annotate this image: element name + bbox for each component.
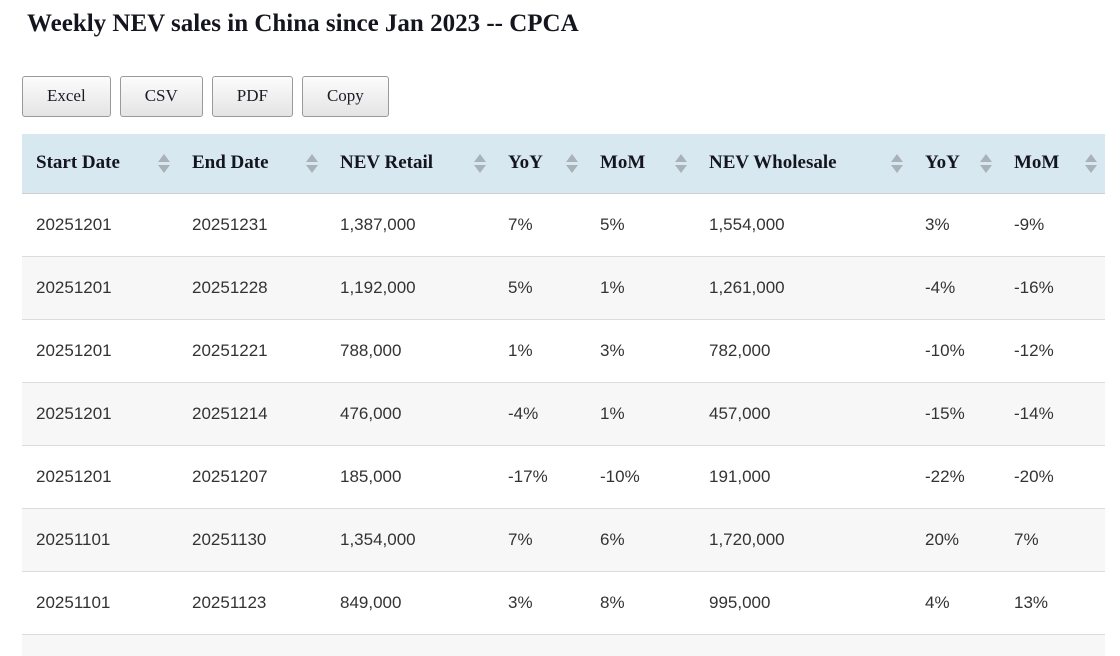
table-cell-empty — [178, 635, 326, 656]
column-label: YoY — [925, 152, 960, 174]
column-label: NEV Wholesale — [709, 152, 837, 174]
table-cell: 1% — [586, 383, 695, 446]
table-cell: 20251228 — [178, 257, 326, 320]
table-cell: 20251201 — [22, 257, 178, 320]
table-cell-empty — [911, 635, 1000, 656]
sort-icon — [474, 154, 486, 173]
table-cell: 995,000 — [695, 572, 911, 635]
table-cell: 4% — [911, 572, 1000, 635]
table-cell: 5% — [494, 257, 586, 320]
table-cell: 849,000 — [326, 572, 494, 635]
sort-icon — [980, 154, 992, 173]
sort-icon — [891, 154, 903, 173]
table-row — [22, 446, 1105, 509]
table-cell: 20251231 — [178, 194, 326, 257]
export-toolbar — [22, 76, 1120, 117]
table-cell: 20251221 — [178, 320, 326, 383]
sort-icon — [306, 154, 318, 173]
table-cell: 1% — [586, 257, 695, 320]
table-cell: 476,000 — [326, 383, 494, 446]
table-cell: 1,387,000 — [326, 194, 494, 257]
table-cell: 13% — [1000, 572, 1105, 635]
table-cell: 5% — [586, 194, 695, 257]
column-header-start-date-0[interactable] — [22, 134, 178, 194]
table-cell: 20251101 — [22, 572, 178, 635]
table-cell: 191,000 — [695, 446, 911, 509]
table-body — [22, 194, 1105, 656]
table-cell: 20251201 — [22, 320, 178, 383]
sort-icon — [158, 154, 170, 173]
pdf-button[interactable]: PDF — [212, 76, 293, 117]
sort-icon — [675, 154, 687, 173]
table-row — [22, 257, 1105, 320]
column-header-mom-4[interactable] — [586, 134, 695, 194]
partial-table-row — [22, 635, 1105, 656]
table-cell-empty — [326, 635, 494, 656]
sort-icon — [1085, 154, 1097, 173]
column-label: NEV Retail — [340, 152, 434, 174]
table-cell: -12% — [1000, 320, 1105, 383]
table-header — [22, 134, 1105, 194]
table-cell: 20251214 — [178, 383, 326, 446]
table-cell: -17% — [494, 446, 586, 509]
table-cell: 1,354,000 — [326, 509, 494, 572]
table-cell: 20251201 — [22, 446, 178, 509]
table-cell: 20% — [911, 509, 1000, 572]
table-cell: 8% — [586, 572, 695, 635]
table-cell: 6% — [586, 509, 695, 572]
table-cell-empty — [695, 635, 911, 656]
table-cell: -15% — [911, 383, 1000, 446]
table-cell: 7% — [494, 509, 586, 572]
table-cell: -20% — [1000, 446, 1105, 509]
column-header-yoy-6[interactable] — [911, 134, 1000, 194]
table-cell: 1,554,000 — [695, 194, 911, 257]
table-cell: 7% — [1000, 509, 1105, 572]
table-cell: -22% — [911, 446, 1000, 509]
copy-button[interactable]: Copy — [302, 76, 389, 117]
excel-button[interactable]: Excel — [22, 76, 111, 117]
table-cell: 20251123 — [178, 572, 326, 635]
table-cell-empty — [22, 635, 178, 656]
column-header-nev-wholesale-5[interactable] — [695, 134, 911, 194]
table-cell: -4% — [494, 383, 586, 446]
column-header-nev-retail-2[interactable] — [326, 134, 494, 194]
table-cell: -14% — [1000, 383, 1105, 446]
table-cell: 20251101 — [22, 509, 178, 572]
column-label: MoM — [600, 152, 646, 174]
nev-sales-table — [22, 134, 1105, 656]
table-cell: 20251201 — [22, 383, 178, 446]
table-cell: -9% — [1000, 194, 1105, 257]
page-title: Weekly NEV sales in China since Jan 2023 -- CPCA — [27, 10, 579, 37]
column-header-yoy-3[interactable] — [494, 134, 586, 194]
table-cell: 185,000 — [326, 446, 494, 509]
table-cell: 3% — [494, 572, 586, 635]
table-row — [22, 320, 1105, 383]
table-row — [22, 572, 1105, 635]
table-cell: 788,000 — [326, 320, 494, 383]
column-label: End Date — [192, 152, 269, 174]
column-label: YoY — [508, 152, 543, 174]
table-cell: -4% — [911, 257, 1000, 320]
table-row — [22, 194, 1105, 257]
column-header-mom-7[interactable] — [1000, 134, 1105, 194]
table-cell: 1,192,000 — [326, 257, 494, 320]
table-cell: 3% — [586, 320, 695, 383]
table-cell: -16% — [1000, 257, 1105, 320]
sort-icon — [566, 154, 578, 173]
table-row — [22, 509, 1105, 572]
table-header-row — [22, 134, 1105, 194]
table-cell: 1,261,000 — [695, 257, 911, 320]
table-cell: -10% — [911, 320, 1000, 383]
table-cell: 457,000 — [695, 383, 911, 446]
table-cell-empty — [494, 635, 586, 656]
column-header-end-date-1[interactable] — [178, 134, 326, 194]
table-cell: 782,000 — [695, 320, 911, 383]
column-label: MoM — [1014, 152, 1060, 174]
csv-button[interactable]: CSV — [120, 76, 203, 117]
table-cell: 20251201 — [22, 194, 178, 257]
column-label: Start Date — [36, 152, 120, 174]
table-cell: 20251207 — [178, 446, 326, 509]
table-cell: 7% — [494, 194, 586, 257]
table-row — [22, 383, 1105, 446]
table-cell-empty — [1000, 635, 1105, 656]
table-cell: 20251130 — [178, 509, 326, 572]
table-cell: -10% — [586, 446, 695, 509]
table-cell-empty — [586, 635, 695, 656]
table-cell: 1,720,000 — [695, 509, 911, 572]
table-cell: 3% — [911, 194, 1000, 257]
table-cell: 1% — [494, 320, 586, 383]
